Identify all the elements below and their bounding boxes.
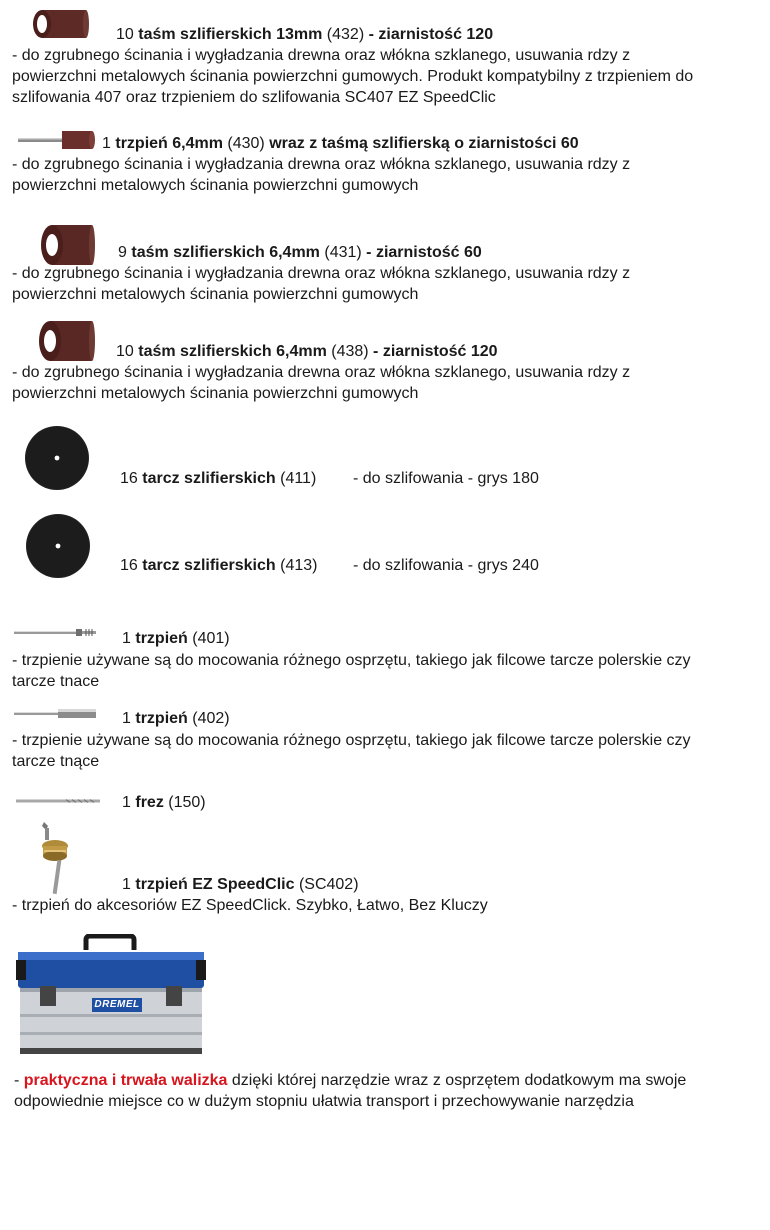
product-item	[0, 786, 770, 818]
item-grit: - ziarnistość 60	[361, 244, 482, 261]
item-quantity: 16	[120, 470, 138, 487]
item-quantity: 16	[120, 557, 138, 574]
item-quantity: 1	[122, 876, 131, 893]
item-quantity: 10	[116, 26, 134, 43]
item-code: (150)	[168, 794, 206, 811]
item-grit: wraz z taśmą szlifierską o ziarnistości 60	[264, 135, 579, 152]
item-code: (SC402)	[298, 876, 359, 893]
speedclic-mandrel-icon	[34, 820, 74, 896]
item-name: taśm szlifierskich 6,4mm	[138, 343, 327, 360]
item-code: (401)	[192, 630, 230, 647]
item-quantity: 1	[102, 135, 111, 152]
case-highlight: praktyczna i trwała walizka	[23, 1072, 228, 1089]
item-description: - trzpienie używane są do mocowania różnego osprzętu, takiego jak filcowe tarcze polerskie czy tarcze tnace	[12, 652, 691, 690]
item-name: trzpień EZ SpeedClic	[135, 876, 295, 893]
item-code: (431)	[324, 244, 362, 261]
product-item	[0, 0, 770, 110]
product-item	[0, 318, 770, 408]
product-item	[0, 420, 770, 500]
item-quantity: 1	[122, 710, 131, 727]
item-description: - do zgrubnego ścinania i wygładzania drewna oraz włókna szklanego, usuwania rdzy z powierzchni metalowych ścinania powierzchni gumowych	[12, 364, 631, 402]
sanding-disc-icon	[24, 425, 90, 491]
product-item	[0, 508, 770, 588]
item-code: (430)	[227, 135, 265, 152]
item-name: taśm szlifierskich 6,4mm	[131, 244, 320, 261]
item-description: - trzpień do akcesoriów EZ SpeedClick. Szybko, Łatwo, Bez Kluczy	[12, 897, 488, 914]
product-item	[0, 222, 770, 308]
tool-case-icon	[14, 934, 208, 1056]
item-quantity: 1	[122, 630, 131, 647]
item-code: (432)	[326, 26, 365, 43]
item-code: (438)	[331, 343, 369, 360]
item-code: (413)	[280, 557, 318, 574]
item-name: taśm szlifierskich 13mm	[138, 26, 323, 43]
case-description: odpowiednie miejsce co w dużym stopniu ułatwia transport i przechowywanie narzędzia	[14, 1093, 634, 1110]
item-name: tarcz szlifierskich	[142, 470, 276, 487]
item-quantity: 9	[118, 244, 127, 261]
item-quantity: 1	[122, 794, 131, 811]
sanding-band-6mm-icon	[38, 222, 96, 268]
item-code: (411)	[280, 470, 317, 487]
mandrel-icon	[14, 707, 98, 721]
product-item	[0, 620, 770, 692]
item-description: - do zgrubnego ścinania i wygładzania drewna oraz włókna szklanego, usuwania rdzy z powierzchni metalowych ścinania powierzchni gumowych	[12, 156, 631, 194]
item-quantity: 10	[116, 343, 134, 360]
tool-case-section: DREMEL - praktyczna i trwała walizka dzięki której narzędzie wraz z osprzętem dodatkowym ma swoje odpowiednie miejsce co w dużym stopniu ułatwia transport i przechowywanie narzędzia	[0, 930, 770, 1130]
item-grit: - ziarnistość 120	[368, 343, 498, 360]
item-code: (402)	[192, 710, 230, 727]
sanding-band-13mm-icon	[30, 6, 90, 42]
item-name: tarcz szlifierskich	[142, 557, 276, 574]
item-description: - do zgrubnego ścinania i wygładzania drewna oraz włókna szklanego, usuwania rdzy z powierzchni metalowych ścinania powierzchni gumowych. Produkt kompatybilny z trzpieniem do szlifowania 407 oraz trzpieniem do szlifowania SC407 EZ SpeedClic	[12, 47, 694, 106]
screw-mandrel-icon	[14, 626, 98, 640]
sanding-disc-icon	[25, 513, 91, 579]
item-name: trzpień	[135, 710, 188, 727]
brand-logo: DREMEL	[94, 999, 140, 1010]
item-description: - do zgrubnego ścinania i wygładzania drewna oraz włókna szklanego, usuwania rdzy z powierzchni metalowych ścinania powierzchni gumowych	[12, 265, 631, 303]
item-name: trzpień	[135, 630, 188, 647]
item-description: - do szlifowania - grys 180	[353, 470, 539, 487]
mandrel-with-band-icon	[18, 128, 98, 152]
sanding-band-6mm-icon	[36, 318, 96, 364]
item-description: - trzpienie używane są do mocowania różnego osprzętu, takiego jak filcowe tarcze polerskie czy tarcze tnące	[12, 732, 691, 770]
item-grit: - ziarnistość 120	[364, 26, 494, 43]
item-description: - do szlifowania - grys 240	[353, 557, 539, 574]
item-name: frez	[135, 794, 164, 811]
product-item	[0, 120, 770, 200]
product-item	[0, 700, 770, 772]
product-item	[0, 820, 770, 920]
drill-bit-icon	[16, 796, 100, 806]
item-name: trzpień 6,4mm	[115, 135, 223, 152]
